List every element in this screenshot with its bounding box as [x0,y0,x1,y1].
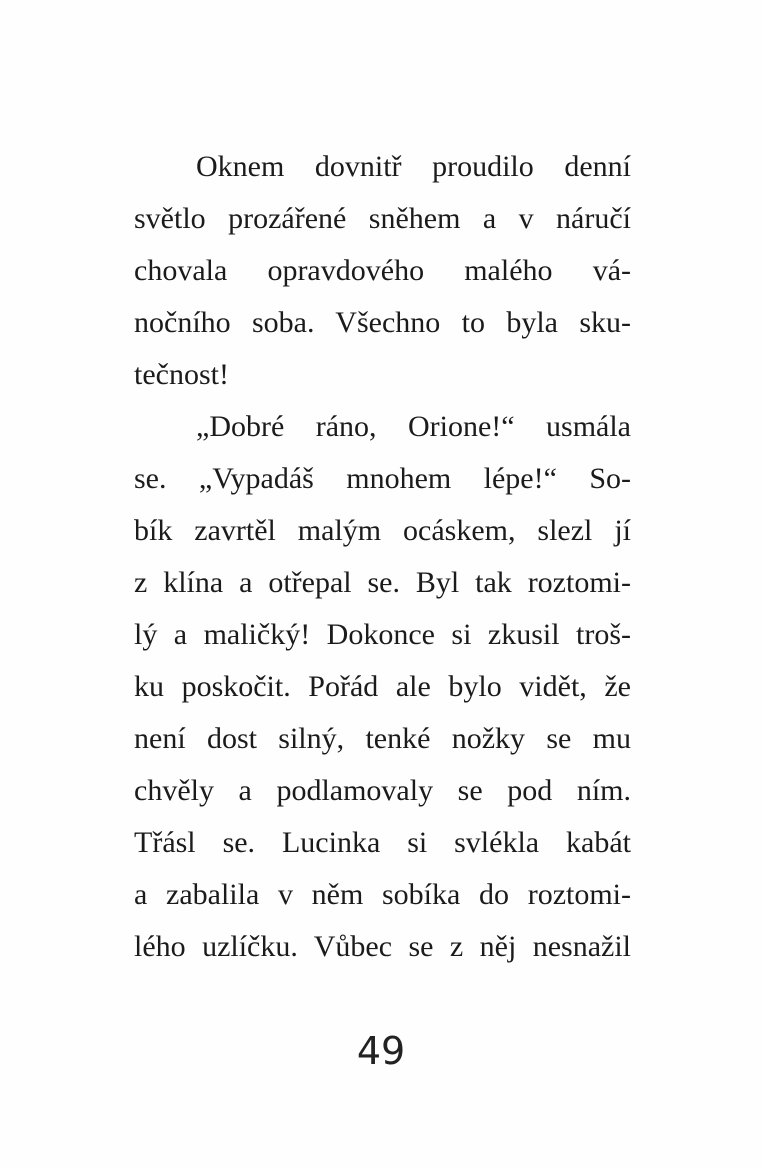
text-line: chovala opravdového malého vá- [134,254,631,287]
text-line: a zabalila v něm sobíka do roztomi- [134,878,631,911]
text-line: ku poskočit. Pořád ale bylo vidět, že [134,670,631,703]
text-line: Oknem dovnitř proudilo denní [196,150,631,183]
text-line: lého uzlíčku. Vůbec se z něj nesnažil [134,930,631,963]
text-line: z klína a otřepal se. Byl tak roztomi- [134,566,631,599]
text-line: bík zavrtěl malým ocáskem, slezl jí [134,514,631,547]
text-line: světlo prozářené sněhem a v náručí [134,202,631,235]
text-line: Třásl se. Lucinka si svlékla kabát [134,826,631,859]
text-line: chvěly a podlamovaly se pod ním. [134,774,631,807]
text-line: se. „Vypadáš mnohem lépe!“ So- [134,462,631,495]
text-line: není dost silný, tenké nožky se mu [134,722,631,755]
text-line: tečnost! [134,358,229,391]
text-line: nočního soba. Všechno to byla sku- [134,306,631,339]
text-line: lý a maličký! Dokonce si zkusil troš- [134,618,631,651]
body-text [134,141,631,973]
page-number: 49 [356,1029,406,1073]
text-line: „Dobré ráno, Orione!“ usmála [196,410,631,443]
